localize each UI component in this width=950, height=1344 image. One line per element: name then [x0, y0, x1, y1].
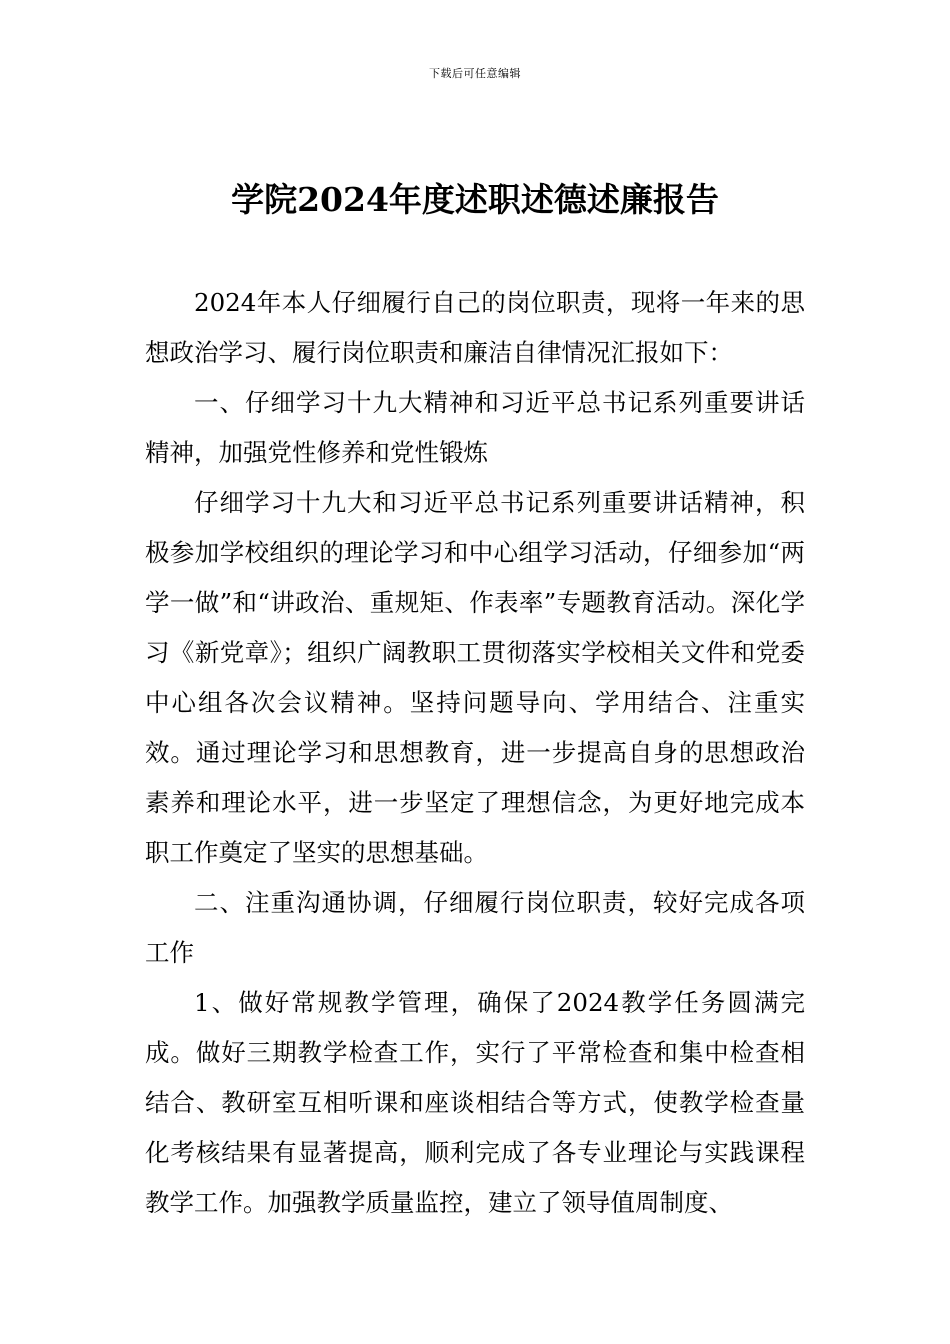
- section-heading-2: 二、注重沟通协调，仔细履行岗位职责，较好完成各项工作: [145, 888, 805, 967]
- paragraph-study: 仔细学习十九大和习近平总书记系列重要讲话精神，积极参加学校组织的理论学习和中心组学习活动，仔细参加“两学一做”和“讲政治、重规矩、作表率”专题教育活动。深化学习《新党章》；组织广阔教职工贯彻落实学校相关文件和党委中心组各次会议精神。坚持问题导向、学用结合、注重实效。通过理论学习和思想教育，进一步提高自身的思想政治素养和理论水平，进一步坚定了理想信念，为更好地完成本职工作奠定了坚实的思想基础。: [145, 488, 805, 867]
- header-note: 下载后可任意编辑: [429, 67, 521, 80]
- paragraph-intro: 2024年本人仔细履行自己的岗位职责，现将一年来的思想政治学习、履行岗位职责和廉洁自律情况汇报如下：: [145, 288, 805, 367]
- document-body: [145, 278, 805, 1228]
- paragraph-teaching: 1、做好常规教学管理，确保了2024教学任务圆满完成。做好三期教学检查工作，实行了平常检查和集中检查相结合、教研室互相听课和座谈相结合等方式，使教学检查量化考核结果有显著提高，顺利完成了各专业理论与实践课程教学工作。加强教学质量监控，建立了领导值周制度、: [145, 988, 805, 1217]
- document-title: 学院2024年度述职述德述廉报告: [231, 180, 719, 219]
- section-heading-1: 一、仔细学习十九大精神和习近平总书记系列重要讲话精神，加强党性修养和党性锻炼: [145, 388, 805, 467]
